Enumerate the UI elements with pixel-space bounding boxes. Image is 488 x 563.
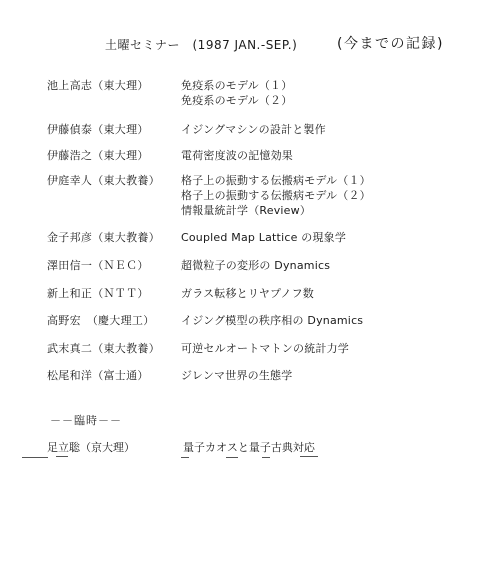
talk-title: イジングマシンの設計と製作	[181, 123, 326, 136]
talk-list	[181, 286, 314, 301]
speaker-name: 金子邦彦（東大教養）	[47, 231, 160, 244]
visitor-heading: －－臨時－－	[50, 414, 122, 427]
talk-title: イジング模型の秩序相の Dynamics	[181, 314, 364, 327]
scan-speck	[226, 457, 238, 458]
talk-list	[181, 313, 363, 328]
talk-list	[181, 122, 326, 137]
talk-title: 可逆セルオートマトンの統計力学	[181, 342, 349, 355]
talk-title: 格子上の振動する伝搬病モデル（１）	[181, 174, 371, 187]
talk-title: 免疫系のモデル（２）	[181, 94, 293, 107]
scan-speck	[300, 456, 318, 457]
scan-speck	[56, 456, 68, 457]
talk-list	[181, 78, 292, 108]
talk-title: 超微粒子の変形の Dynamics	[181, 259, 331, 272]
talk-list	[181, 230, 346, 245]
talk-list	[181, 368, 292, 383]
talk-title: ガラス転移とリヤプノフ数	[181, 287, 314, 300]
speaker-name: 池上高志（東大理）	[47, 79, 149, 92]
speaker-name: 松尾和洋（富士通）	[47, 369, 149, 382]
scan-speck	[181, 457, 189, 458]
talk-title: Coupled Map Lattice の現象学	[181, 231, 347, 244]
scan-speck	[262, 457, 270, 458]
talk-title: ジレンマ世界の生態学	[181, 369, 293, 382]
talk-list	[181, 341, 349, 356]
talk-title: 電荷密度波の記憶効果	[181, 149, 293, 162]
talk-title: 情報量統計学（Review）	[181, 204, 312, 217]
speaker-name: 新上和正（ＮＴＴ）	[47, 287, 149, 300]
speaker-name: 高野宏 （慶大理工）	[47, 314, 155, 327]
talk-list	[181, 173, 371, 218]
document-title: 土曜セミナー (1987 JAN.-SEP.)	[105, 38, 298, 52]
talk-list	[181, 148, 293, 163]
document-title-note: (今までの記録)	[337, 36, 444, 52]
speaker-name: 武末真二（東大教養）	[47, 342, 160, 355]
talk-title: 量子カオスと量子古典対応	[183, 441, 315, 454]
talk-title: 格子上の振動する伝搬病モデル（２）	[181, 189, 371, 202]
scan-speck	[22, 457, 48, 458]
talk-list	[181, 258, 330, 273]
speaker-name: 伊庭幸人（東大教養）	[47, 174, 160, 187]
speaker-name: 澤田信一（ＮＥＣ）	[47, 259, 149, 272]
speaker-name: 伊藤浩之（東大理）	[47, 149, 149, 162]
speaker-name: 足立聡（京大理）	[47, 441, 135, 454]
speaker-name: 伊藤偵泰（東大理）	[47, 123, 149, 136]
talk-title: 免疫系のモデル（１）	[181, 79, 293, 92]
